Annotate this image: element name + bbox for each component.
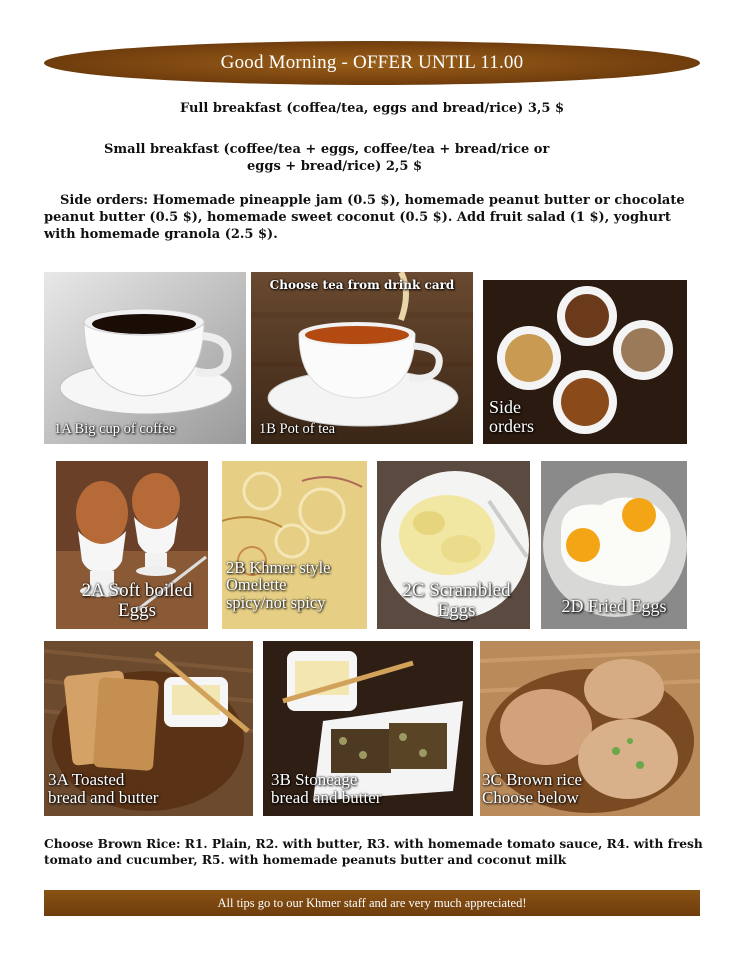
full-breakfast-text: Full breakfast (coffea/tea, eggs and bread/rice) 3,5 $ [179, 101, 565, 116]
scrambled-photo [377, 461, 530, 629]
side-orders-text: Side orders: Homemade pineapple jam (0.5 $), homemade peanut butter or chocolate peanut butter (0.5 $), homemade sweet coconut (0.5 $). Add fruit salad (1 $), yoghurt with homemade granola (2.5 $). [44, 193, 685, 242]
stoneage-caption-line1: 3B Stoneage [271, 770, 358, 789]
omelette-caption-line2: Omelette [226, 575, 287, 595]
side-caption-line2: orders [489, 415, 534, 436]
soft-boiled-caption [66, 581, 208, 621]
side-caption-line1: Side [489, 397, 522, 417]
side-orders-photo [483, 280, 687, 444]
brown-rice-caption [482, 771, 582, 807]
toasted-caption-line2: bread and butter [48, 787, 159, 807]
coffee-cup-image [44, 272, 246, 444]
stoneage-caption [271, 771, 381, 807]
side-caption [489, 398, 534, 436]
fried-eggs-photo [541, 461, 687, 629]
soft-boiled-caption-line1: 2A Soft boiled [81, 580, 193, 601]
coffee-photo [44, 272, 246, 444]
tea-photo [251, 272, 473, 444]
small-breakfast-line2: eggs + bread/rice) 2,5 $ [247, 159, 423, 174]
scrambled-caption-line2: Eggs [437, 599, 476, 621]
tea-note: Choose tea from drink card [269, 278, 455, 292]
omelette-caption-line1: 2B Khmer style [226, 558, 331, 577]
scrambled-caption [383, 581, 530, 621]
soft-boiled-caption-line2: Eggs [118, 599, 156, 621]
omelette-caption [226, 559, 331, 611]
scrambled-caption-line1: 2C Scrambled [402, 580, 511, 601]
small-breakfast-line1: Small breakfast (coffee/tea + eggs, coffee/tea + bread/rice or [104, 142, 550, 157]
brown-rice-caption-line1: 3C Brown rice [482, 770, 583, 789]
stoneage-caption-line2: bread and butter [271, 787, 382, 807]
footer-text: All tips go to our Khmer staff and are very much appreciated! [217, 895, 527, 910]
header-banner [44, 41, 700, 85]
tea-cup-image [251, 272, 473, 444]
toasted-caption [48, 771, 158, 807]
stoneage-bread-photo [263, 641, 473, 816]
toasted-bread-photo [44, 641, 253, 816]
fried-eggs-caption: 2D Fried Eggs [561, 596, 667, 616]
brown-rice-options-text: Choose Brown Rice: R1. Plain, R2. with butter, R3. with homemade tomato sauce, R4. with fresh tomato and cucumber, R5. with homemade peanuts butter and coconut milk [44, 837, 703, 867]
soft-boiled-photo [56, 461, 208, 629]
brown-rice-caption-line2: Choose below [482, 787, 579, 807]
coffee-caption: 1A Big cup of coffee [54, 421, 176, 437]
page-title: Good Morning - OFFER UNTIL 11.00 [220, 52, 524, 73]
small-breakfast-text [104, 141, 664, 175]
footer-bar [44, 890, 700, 916]
brown-rice-photo [480, 641, 700, 816]
tea-caption: 1B Pot of tea [259, 421, 336, 437]
toasted-caption-line1: 3A Toasted [48, 770, 125, 789]
omelette-photo [222, 461, 367, 629]
omelette-caption-line3: spicy/not spicy [226, 592, 326, 612]
